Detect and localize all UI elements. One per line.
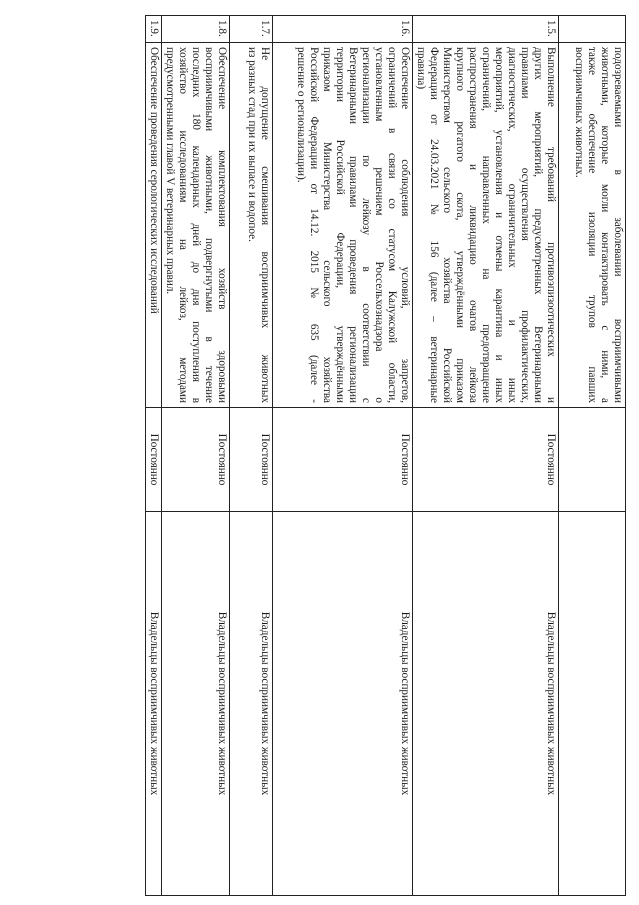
measure-description bbox=[230, 43, 273, 408]
description-line: животными, которые могли контактировать с ними, а bbox=[599, 47, 611, 403]
measure-description bbox=[559, 43, 626, 408]
description-line: восприимчивыми животными, подвергнутыми в течение bbox=[203, 47, 215, 403]
item-number: 1.7. bbox=[230, 16, 273, 43]
description-line: приказом Министерства сельского хозяйства bbox=[321, 47, 333, 403]
description-line: подозреваемыми в заболевании восприимчивыми bbox=[612, 47, 624, 403]
item-number: 1.6. bbox=[273, 16, 413, 43]
description-line: ограничений, направленных на предотвращение bbox=[480, 47, 492, 403]
description-line: Обеспечение соблюдения условий, запретов, bbox=[399, 47, 411, 403]
period-cell: Постоянно bbox=[413, 408, 559, 512]
responsible-cell: Владельцы восприимчивых животных bbox=[146, 512, 162, 896]
description-line: Федерации от 24.03.2021 № 156 (далее – ветеринарные bbox=[428, 47, 440, 403]
table-row bbox=[273, 16, 413, 896]
table-row bbox=[162, 16, 230, 896]
description-line: Не допущение смешивания восприимчивых животных bbox=[259, 47, 271, 403]
table-row bbox=[559, 16, 626, 896]
item-number: 1.5. bbox=[413, 16, 559, 43]
table-body bbox=[146, 16, 626, 896]
item-number bbox=[559, 16, 626, 43]
description-line: распространения и ликвидацию очагов лейкоза bbox=[467, 47, 479, 403]
item-number: 1.8. bbox=[162, 16, 230, 43]
description-line: регионализации по лейкозу в соответствии с bbox=[360, 47, 372, 403]
period-cell: Постоянно bbox=[162, 408, 230, 512]
description-line: Обеспечение комплектования хозяйств здоровыми bbox=[216, 47, 228, 403]
description-line: Ветеринарными правилами проведения регионализации bbox=[347, 47, 359, 403]
measure-description bbox=[413, 43, 559, 408]
description-line: Российской Федерации от 14.12. 2015 № 635 (далее - bbox=[308, 47, 320, 403]
responsible-cell: Владельцы восприимчивых животных bbox=[230, 512, 273, 896]
description-line: хозяйство исследованиям на лейкоз, методами bbox=[177, 47, 189, 403]
description-line: решение о регионализации). bbox=[295, 47, 307, 183]
responsible-cell: Владельцы восприимчивых животных bbox=[162, 512, 230, 896]
description-line: Обеспечение проведения серологических исследований bbox=[148, 47, 160, 314]
description-line: Выполнение требований противоэпизоотических и bbox=[545, 47, 557, 403]
description-line: других мероприятий, предусмотренных Ветеринарными bbox=[532, 47, 544, 403]
measures-table bbox=[145, 15, 626, 896]
measure-description bbox=[146, 43, 162, 408]
table-row bbox=[413, 16, 559, 896]
description-line: установленным решением Россельхознадзора о bbox=[373, 47, 385, 403]
description-line: правила) bbox=[415, 47, 427, 90]
responsible-cell: Владельцы восприимчивых животных bbox=[273, 512, 413, 896]
description-line: из разных стад при их выпасе и водопое. bbox=[246, 47, 258, 242]
measure-description bbox=[273, 43, 413, 408]
item-number: 1.9. bbox=[146, 16, 162, 43]
period-cell: Постоянно bbox=[146, 408, 162, 512]
table-row bbox=[230, 16, 273, 896]
description-line: ограничений в связи со статусом Калужской области, bbox=[386, 47, 398, 403]
period-cell: Постоянно bbox=[230, 408, 273, 512]
description-line: последних 180 календарных дней до дня поступления в bbox=[190, 47, 202, 403]
description-line: крупного рогатого скота, утверждёнными приказом bbox=[454, 47, 466, 403]
period-cell: Постоянно bbox=[273, 408, 413, 512]
description-line: также обеспечение изоляции трупов павших bbox=[586, 47, 598, 403]
description-line: предусмотренными главой V ветеринарных правил. bbox=[164, 47, 176, 295]
description-line: мероприятий, установления и отмены карантина и иных bbox=[493, 47, 505, 403]
description-line: территории Российской Федерации, утверждёнными bbox=[334, 47, 346, 403]
responsible-cell bbox=[559, 512, 626, 896]
description-line: правилами осуществления профилактических, bbox=[519, 47, 531, 403]
period-cell bbox=[559, 408, 626, 512]
description-line: Министерством сельского хозяйства Российской bbox=[441, 47, 453, 403]
responsible-cell: Владельцы восприимчивых животных bbox=[413, 512, 559, 896]
description-line: восприимчивых животных. bbox=[573, 47, 585, 178]
description-line: диагностических, ограничительных и иных bbox=[506, 47, 518, 403]
table-row bbox=[146, 16, 162, 896]
measure-description bbox=[162, 43, 230, 408]
